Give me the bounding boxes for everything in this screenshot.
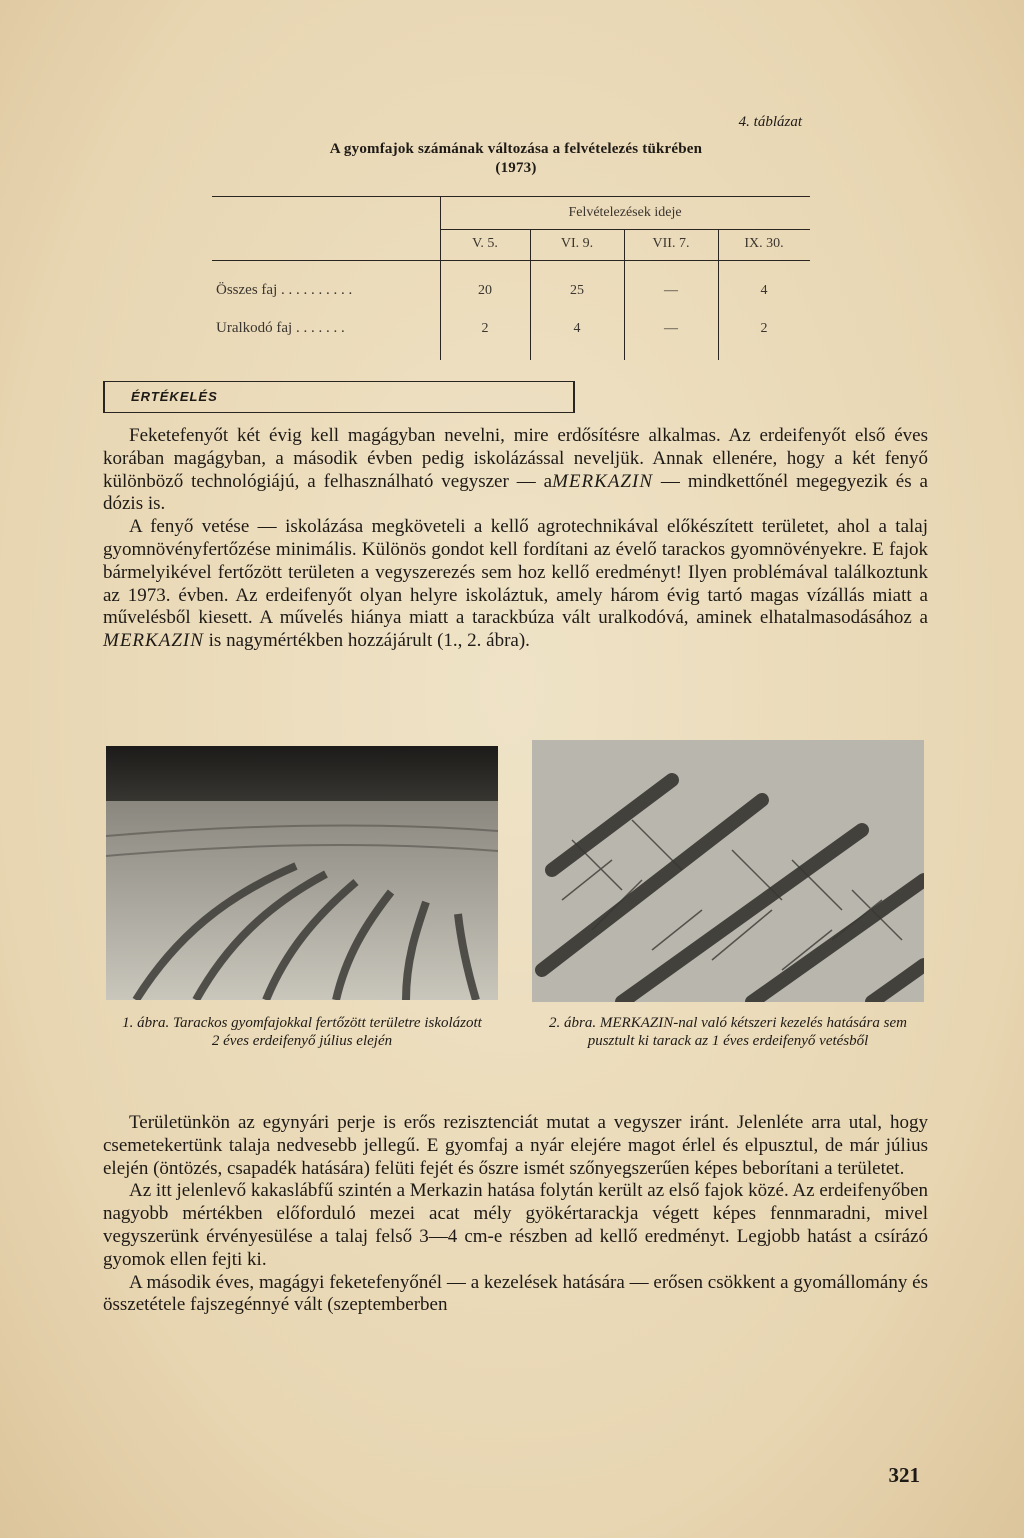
table-row-label: Uralkodó faj . . . . . . . [216, 320, 345, 336]
section-heading-box [103, 381, 575, 413]
table-cell: — [664, 283, 678, 298]
body-text-bottom [103, 1112, 928, 1317]
table-row-label: Összes faj . . . . . . . . . . [216, 282, 353, 298]
table-title [200, 140, 832, 178]
paragraph: Területünkön az egynyári perje is erős rezisztenciát mutat a vegyszer iránt. Jelenléte arra utal, hogy csemetekertünk talaja nedvesebb jellegű. E gyomfaj a nyár elejére magot érlel és elpusztul, de már július elején (öntözés, csapadék hatására) felüti fejét és őszre ismét szőnyegszerűen képes beborítani a területet. [103, 1112, 928, 1179]
weed-species-table [212, 196, 810, 360]
paragraph: Feketefenyőt két évig kell magágyban nevelni, mire erdősítésre alkalmas. Az erdeifenyőt első éves korában magágyban, a második évben pedig iskolázással neveljük. Annak ellenére, hogy a két fenyő különböző technológiájú, a felhasználható vegyszer — aMERKAZIN — mindkettőnél megegyezik és a dózis is. [103, 425, 928, 515]
table-header-rule [212, 260, 810, 261]
paragraph: Az itt jelenlevő kakaslábfű szintén a Merkazin hatása folytán került az első fajok közé. Az erdeifenyőben nagyobb mértékben előforduló mezei acat mély gyökértarackja végett képes fennmaradni, mivel vegyszerünk érvényesülése a talaj felső 3—4 cm-e részben ad kellő eredményt. Legjobb hatást a csírázó gyomok ellen fejti ki. [103, 1180, 928, 1270]
body-text-top [103, 425, 928, 653]
paragraph: A fenyő vetése — iskolázása megköveteli a kellő agrotechnikával előkészített területet, ahol a talaj gyomnövényfertőzése minimális. Különös gondot kell fordítani az évelő tarackos gyomnövényekre. E fajok bármelyikével fertőzött területen a vegyszerezés sem hoz kellő eredményt! Ilyen problémával találkoztunk az 1973. évben. Az erdeifenyőt olyan helyre iskoláztuk, amely három évig tartó magas vízállás miatt a művelésből kiesett. A művelés hiánya miatt a tarackbúza vált uralkodóvá, aminek elhatalmasodásához a MERKAZIN is nagymértékben hozzájárult (1., 2. ábra). [103, 516, 928, 652]
table-cell: 25 [570, 283, 584, 298]
table-title-line2: (1973) [495, 160, 537, 176]
figure-2-photo [532, 740, 924, 1002]
page-number: 321 [888, 1463, 920, 1487]
table-cell: 2 [760, 321, 768, 336]
paragraph: A második éves, magágyi feketefenyőnél — a kezelések hatására — erősen csökkent a gyomállomány és összetétele fajszegénnyé vált (szeptemberben [103, 1271, 928, 1316]
table-column-header: V. 5. [472, 236, 498, 251]
table-cell: 4 [760, 283, 768, 298]
table-title-line1: A gyomfajok számának változása a felvételezés tükrében [329, 141, 703, 157]
table-column-header: VII. 7. [652, 236, 690, 251]
table-cell: 4 [573, 321, 581, 336]
table-cell: 2 [481, 321, 489, 336]
table-subheader-rule [440, 229, 810, 230]
section-heading: ÉRTÉKELÉS [131, 389, 218, 404]
table-column-header: VI. 9. [560, 236, 594, 251]
table-top-rule [212, 196, 810, 197]
table-column-header: IX. 30. [744, 236, 784, 251]
figure-1-photo [106, 746, 498, 1000]
table-caption: 4. táblázat [738, 114, 802, 130]
table-group-header: Felvételezések ideje [568, 205, 682, 220]
figure-2-caption: 2. ábra. MERKAZIN-nal való kétszeri kezelés hatására sem pusztult ki tarack az 1 éves erdeifenyő vetésből [549, 1015, 907, 1049]
figure-1-caption: 1. ábra. Tarackos gyomfajokkal fertőzött területre iskolázott 2 éves erdeifenyő július elején [122, 1015, 482, 1049]
table-cell: 20 [478, 283, 492, 298]
table-cell: — [664, 321, 678, 336]
